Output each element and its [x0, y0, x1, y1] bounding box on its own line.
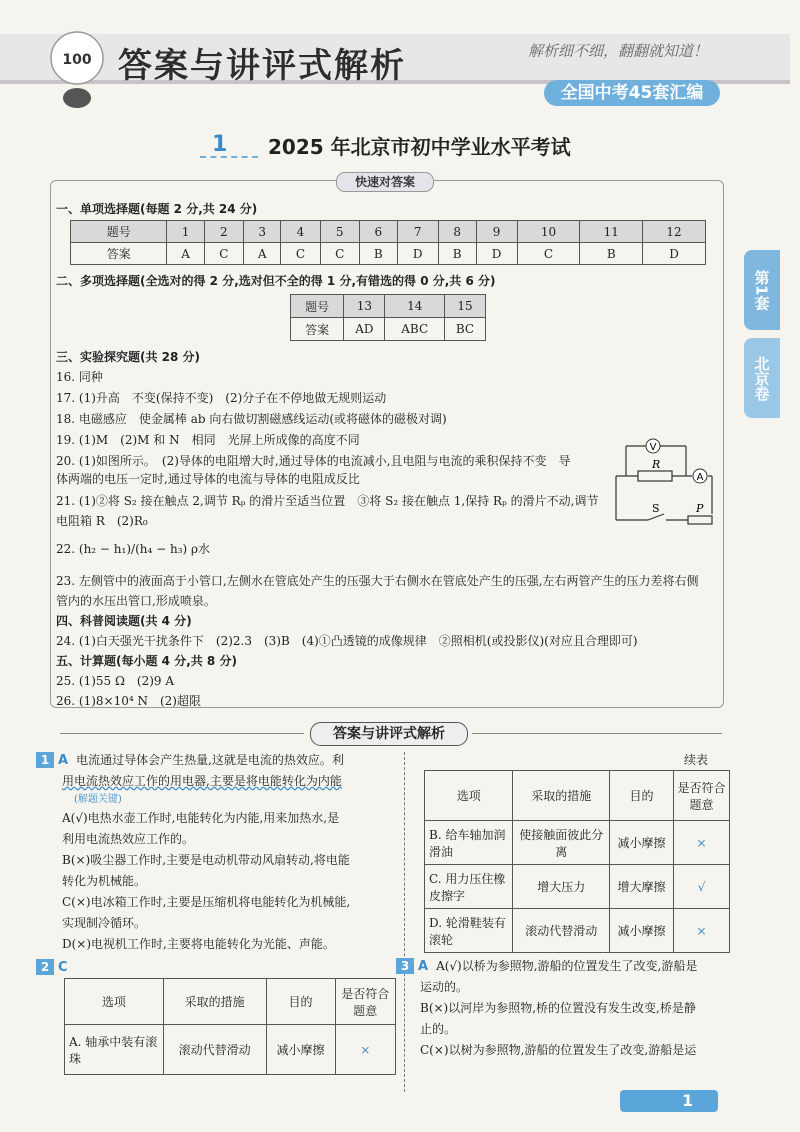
multi-choice-table: [290, 294, 486, 341]
t1-answer-cell-10: C: [517, 243, 580, 265]
q1-intro-2: 用电流热效应工作的用电器,主要是将电能转化为内能: [62, 774, 342, 788]
t1-answer-cell-2: C: [204, 243, 243, 265]
q1-block: [36, 750, 396, 978]
circuit-diagram: [608, 428, 720, 528]
cont-row-b-purpose: 减小摩擦: [610, 821, 674, 865]
t1-answer-cell-11: B: [580, 243, 643, 265]
cont-col-purpose: 目的: [610, 771, 674, 821]
q1-option-b-1: B(×)吸尘器工作时,主要是电动机带动风扇转动,将电能: [62, 853, 350, 867]
t1-head-cell-4: 4: [281, 221, 320, 243]
section-single-choice: 一、单项选择题(每题 2 分,共 24 分): [56, 202, 258, 216]
answer-16: 16. 同种: [56, 370, 103, 384]
single-choice-table: [70, 220, 706, 265]
divider-left: [60, 733, 304, 734]
footer-badge: [620, 1090, 718, 1112]
q2-row-a-mark: ×: [335, 1025, 395, 1075]
q2-row-a-measure: 滚动代替滑动: [163, 1025, 266, 1075]
q2-col-option: 选项: [65, 979, 164, 1025]
continued-label: 续表: [684, 753, 709, 767]
q3-option-b-1: B(×)以河岸为参照物,桥的位置没有发生改变,桥是静: [420, 1001, 696, 1015]
t1-head-cell-3: 3: [244, 221, 281, 243]
answer-20-line2: 体两端的电压一定时,通过导体的电流与导体的电阻成反比: [56, 472, 360, 486]
cont-row-c-purpose: 增大摩擦: [610, 865, 674, 909]
answer-18: 18. 电磁感应 使金属棒 ab 向右做切割磁感线运动(或将磁体的磁极对调): [56, 412, 447, 426]
t1-head-cell-7: 7: [397, 221, 438, 243]
t2-head-cell-2: 14: [385, 295, 444, 318]
q2-table: [64, 978, 396, 1075]
cont-row-d-mark: ×: [674, 909, 730, 953]
answer-21-line2: 电阻箱 R (2)R₀: [56, 514, 148, 528]
q2-row-a-purpose: 减小摩擦: [266, 1025, 335, 1075]
exam-number: 1: [212, 132, 228, 157]
side-tab-set[interactable]: 第1套: [744, 250, 780, 330]
t1-head-cell-0: 题号: [71, 221, 167, 243]
answer-20-line1: 20. (1)如图所示。 (2)导体的电阻增大时,通过导体的电流减小,且电阻与电流的乘积保持不变 导: [56, 454, 571, 468]
quick-answer-label: 快速对答案: [336, 172, 434, 192]
cont-col-option: 选项: [425, 771, 513, 821]
t1-answer-cell-1: A: [167, 243, 204, 265]
circuit-label-a: A: [696, 472, 704, 483]
side-tab-region[interactable]: 北京卷: [744, 338, 780, 418]
t1-answer-cell-3: A: [244, 243, 281, 265]
circuit-label-v: V: [649, 442, 657, 453]
q1-option-c-1: C(×)电冰箱工作时,主要是压缩机将电能转化为机械能,: [62, 895, 351, 909]
q3-answer: A: [418, 959, 429, 974]
cont-row-d-option: D. 轮滑鞋装有滚轮: [425, 909, 513, 953]
t1-answer-cell-0: 答案: [71, 243, 167, 265]
q3-option-a-2: 运动的。: [420, 980, 469, 994]
q1-option-a-1: A(√)电热水壶工作时,电能转化为内能,用来加热水,是: [62, 811, 340, 825]
q1-option-b-2: 转化为机械能。: [62, 874, 147, 888]
q3-option-b-2: 止的。: [420, 1022, 457, 1036]
answer-21-line1: 21. (1)②将 S₂ 接在触点 2,调节 Rₚ 的滑片至适当位置 ③将 S₂ 接在触点 1,保持 Rₚ 的滑片不动,调节: [56, 494, 599, 508]
t1-answer-cell-9: D: [476, 243, 517, 265]
continued-table: [424, 770, 730, 953]
cont-row-d-measure: 滚动代替滑动: [513, 909, 610, 953]
q2-col-purpose: 目的: [266, 979, 335, 1025]
answer-23-line1: 23. 左侧管中的液面高于小管口,左侧水在管底处产生的压强大于右侧水在管底处产生的压强,左右两管产生的压力差将右侧: [56, 574, 699, 588]
section-multi-choice: 二、多项选择题(全选对的得 2 分,选对但不全的得 1 分,有错选的得 0 分,共 6 分): [56, 274, 496, 288]
t1-head-cell-1: 1: [167, 221, 204, 243]
circuit-label-s: S: [652, 502, 660, 515]
exam-title: 2025 年北京市初中学业水平考试: [268, 135, 571, 159]
q1-answer: A: [58, 753, 69, 768]
answer-25: 25. (1)55 Ω (2)9 A: [56, 674, 175, 688]
t1-answer-cell-5: C: [320, 243, 359, 265]
t2-answer-cell-3: BC: [444, 318, 485, 341]
t2-answer-cell-1: AD: [344, 318, 385, 341]
q3-option-a-1: A(√)以桥为参照物,游船的位置发生了改变,游船是: [436, 959, 698, 973]
q2-answer: C: [58, 960, 68, 975]
t2-head-cell-1: 13: [344, 295, 385, 318]
answer-19: 19. (1)M (2)M 和 N 相同 光屏上所成像的高度不同: [56, 433, 360, 447]
svg-text:100: 100: [62, 52, 92, 68]
q2-number: 2: [36, 959, 54, 975]
answer-17: 17. (1)升高 不变(保持不变) (2)分子在不停地做无规则运动: [56, 391, 387, 405]
t1-head-cell-2: 2: [204, 221, 243, 243]
q1-option-d-1: D(×)电视机工作时,主要将电能转化为光能、声能。: [62, 937, 335, 951]
cont-row-c-mark: √: [674, 865, 730, 909]
t2-answer-cell-2: ABC: [385, 318, 444, 341]
cont-col-measure: 采取的措施: [513, 771, 610, 821]
q3-block: [396, 956, 736, 1061]
cont-row-c-option: C. 用力压住橡皮擦字: [425, 865, 513, 909]
q1-intro: 电流通过导体会产生热量,这就是电流的热效应。利: [76, 753, 344, 767]
explanation-header: 答案与讲评式解析: [310, 722, 468, 746]
divider-right: [472, 733, 722, 734]
q1-tip: (解题关键): [74, 794, 122, 805]
q1-number: 1: [36, 752, 54, 768]
exam-number-underline: [200, 156, 258, 158]
answer-22: 22. (h₂ − h₁)/(h₄ − h₃) ρ水: [56, 542, 211, 556]
t1-head-cell-12: 12: [643, 221, 706, 243]
t1-answer-cell-6: B: [359, 243, 397, 265]
series-badge: 全国中考45套汇编: [544, 80, 720, 106]
t1-head-cell-6: 6: [359, 221, 397, 243]
mascot-logo-icon: [44, 24, 110, 110]
answer-24: 24. (1)白天强光干扰条件下 (2)2.3 (3)B (4)①凸透镜的成像规律 ②照相机(或投影仪)(对应且合理即可): [56, 634, 638, 648]
t1-head-cell-10: 10: [517, 221, 580, 243]
circuit-label-r: R: [652, 458, 661, 471]
q2-row-a-option: A. 轴承中装有滚珠: [65, 1025, 164, 1075]
header-title: 答案与讲评式解析: [118, 46, 406, 86]
q2-col-match: 是否符合题意: [335, 979, 395, 1025]
answer-23-line2: 管内的水压出管口,形成喷泉。: [56, 594, 216, 608]
t1-head-cell-5: 5: [320, 221, 359, 243]
t1-head-cell-11: 11: [580, 221, 643, 243]
circuit-label-p: P: [696, 502, 704, 515]
q3-number: 3: [396, 958, 414, 974]
section-reading: 四、科普阅读题(共 4 分): [56, 614, 192, 628]
q1-option-a-2: 利用电流热效应工作的。: [62, 832, 195, 846]
t2-head-cell-0: 题号: [291, 295, 344, 318]
t2-answer-cell-0: 答案: [291, 318, 344, 341]
t1-head-cell-8: 8: [438, 221, 476, 243]
t1-answer-cell-4: C: [281, 243, 320, 265]
cont-row-d-purpose: 减小摩擦: [610, 909, 674, 953]
cont-col-match: 是否符合题意: [674, 771, 730, 821]
cont-row-b-option: B. 给车轴加润滑油: [425, 821, 513, 865]
cont-row-b-mark: ×: [674, 821, 730, 865]
q3-option-c-1: C(×)以树为参照物,游船的位置发生了改变,游船是运: [420, 1043, 697, 1057]
q1-option-c-2: 实现制冷循环。: [62, 916, 147, 930]
section-experiment: 三、实验探究题(共 28 分): [56, 350, 201, 364]
t1-answer-cell-8: B: [438, 243, 476, 265]
t1-head-cell-9: 9: [476, 221, 517, 243]
answer-26: 26. (1)8×10⁴ N (2)超限: [56, 694, 201, 708]
cont-row-c-measure: 增大压力: [513, 865, 610, 909]
section-calculation: 五、计算题(每小题 4 分,共 8 分): [56, 654, 237, 668]
t1-answer-cell-12: D: [643, 243, 706, 265]
q2-col-measure: 采取的措施: [163, 979, 266, 1025]
t1-answer-cell-7: D: [397, 243, 438, 265]
cont-row-b-measure: 使接触面彼此分离: [513, 821, 610, 865]
page-number: 1: [682, 1091, 694, 1110]
header-slogan: 解析细不细，翻翻就知道！: [528, 42, 709, 60]
t2-head-cell-3: 15: [444, 295, 485, 318]
